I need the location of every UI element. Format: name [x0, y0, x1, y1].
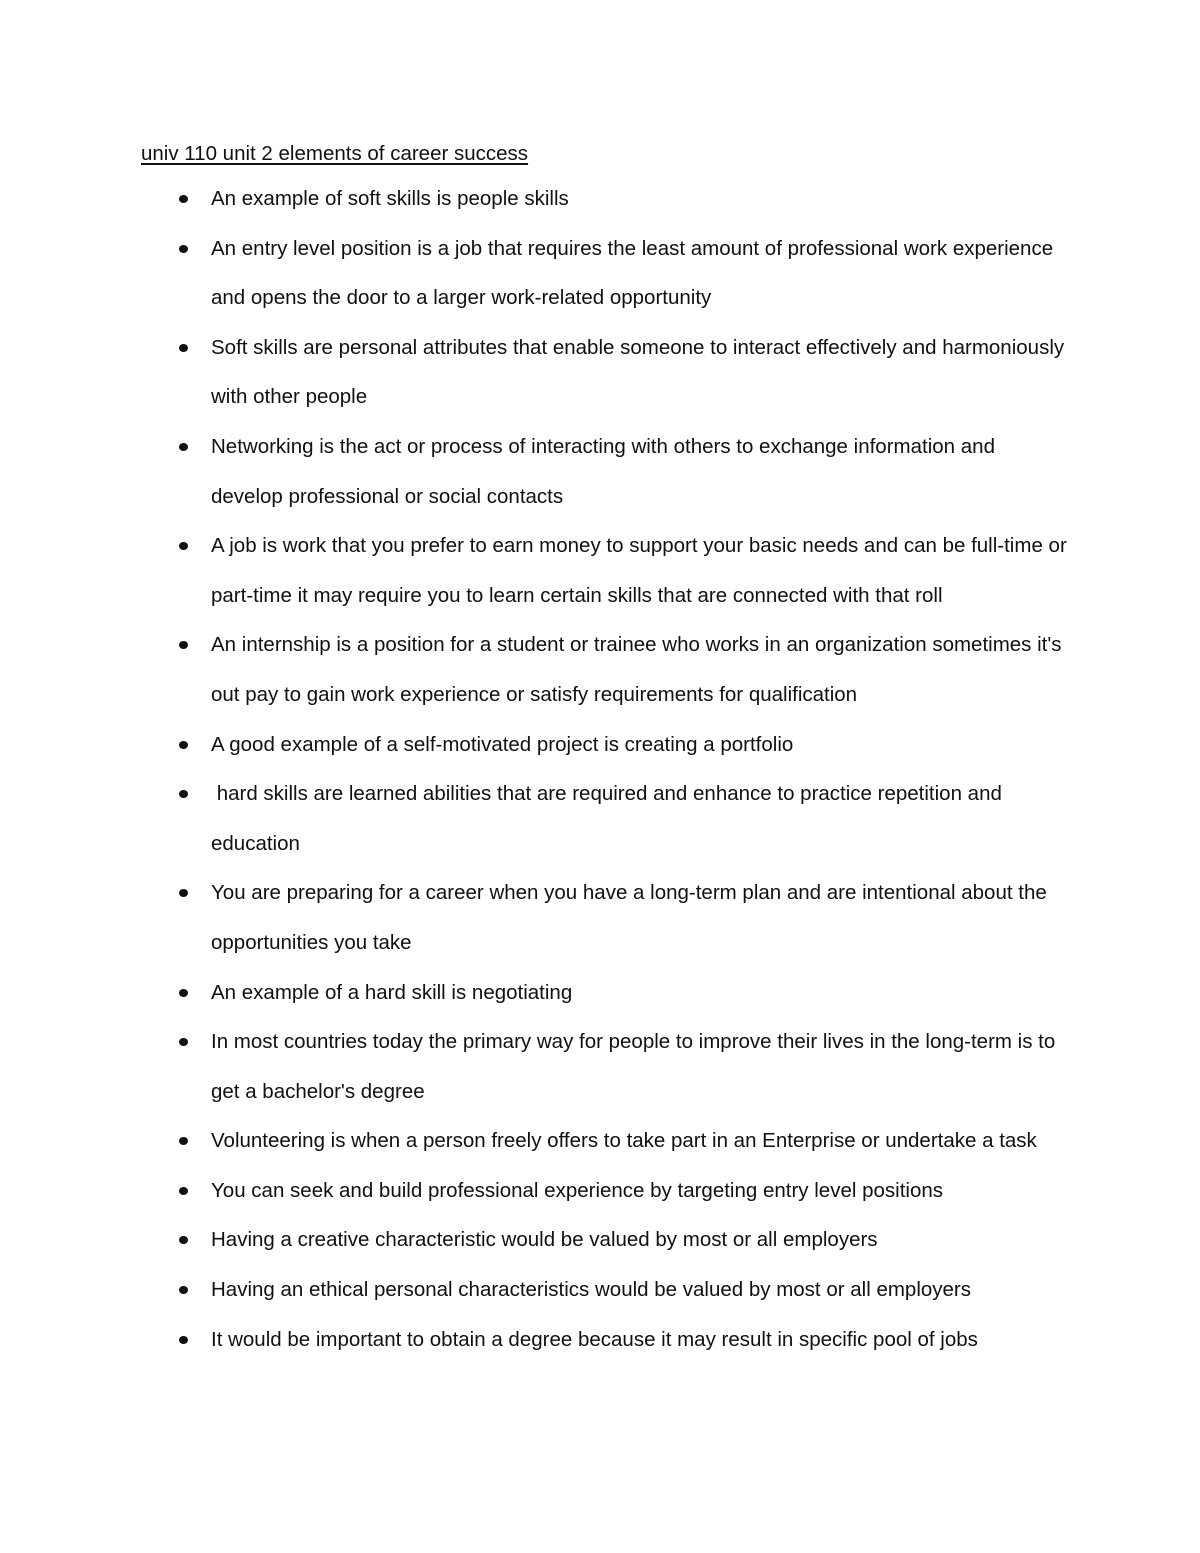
bullet-icon — [179, 1187, 188, 1195]
list-item-text: A good example of a self-motivated project is creating a portfolio — [211, 732, 794, 756]
list-item-text: hard skills are learned abilities that are required and enhance to practice repetition and education — [211, 782, 1002, 855]
bullet-icon — [179, 1137, 188, 1145]
document-title: univ 110 unit 2 elements of career success — [141, 142, 529, 165]
list-item — [0, 1265, 1071, 1315]
list-item-text: An entry level position is a job that requires the least amount of professional work experience and opens the door to a larger work-related opportunity — [211, 236, 1054, 310]
list-item-text: You can seek and build professional experience by targeting entry level positions — [211, 1178, 944, 1202]
list-item-text: You are preparing for a career when you have a long-term plan and are intentional about the opportunities you take — [211, 881, 1047, 954]
bullet-list — [0, 174, 1200, 1364]
bullet-icon — [179, 989, 188, 997]
list-item — [0, 769, 1071, 868]
list-item-text: An internship is a position for a student or trainee who works in an organization sometimes it's out pay to gain work experience or satisfy requirements for qualification — [211, 633, 1062, 706]
list-item-text: An example of soft skills is people skills — [211, 187, 569, 210]
bullet-icon — [179, 195, 188, 203]
bullet-icon — [179, 1236, 188, 1244]
bullet-icon — [179, 790, 188, 798]
bullet-icon — [179, 344, 188, 352]
list-item-text: Soft skills are personal attributes that enable someone to interact effectively and harmoniously with other people — [211, 335, 1065, 409]
list-item — [0, 1215, 1071, 1265]
list-item — [0, 968, 1071, 1018]
bullet-icon — [179, 443, 188, 451]
list-item — [0, 224, 1071, 323]
list-item — [0, 620, 1071, 719]
bullet-icon — [179, 1286, 188, 1294]
list-item — [0, 422, 1071, 521]
list-item — [0, 1116, 1071, 1166]
bullet-icon — [179, 641, 188, 649]
list-item — [0, 323, 1071, 422]
list-item-text: An example of a hard skill is negotiating — [211, 980, 573, 1004]
list-item-text: Having a creative characteristic would be valued by most or all employers — [211, 1228, 878, 1252]
list-item-text: Networking is the act or process of interacting with others to exchange information and develop professional or social contacts — [211, 434, 995, 508]
bullet-icon — [179, 1038, 188, 1046]
bullet-icon — [179, 245, 188, 253]
bullet-icon — [179, 542, 188, 550]
bullet-icon — [179, 741, 188, 749]
list-item — [0, 521, 1071, 620]
list-item-text: Having an ethical personal characteristics would be valued by most or all employers — [211, 1278, 972, 1302]
bullet-icon — [179, 889, 188, 897]
list-item-text: Volunteering is when a person freely offers to take part in an Enterprise or undertake a task — [211, 1129, 1037, 1153]
list-item — [0, 1315, 1071, 1365]
list-item — [0, 868, 1071, 967]
list-item-text: In most countries today the primary way for people to improve their lives in the long-term is to get a bachelor's degree — [211, 1030, 1056, 1103]
bullet-icon — [179, 1336, 188, 1344]
list-item-text: It would be important to obtain a degree because it may result in specific pool of jobs — [211, 1327, 978, 1351]
list-item — [0, 1017, 1071, 1116]
list-item-text: A job is work that you prefer to earn money to support your basic needs and can be full-time or part-time it may require you to learn certain skills that are connected with that roll — [211, 534, 1067, 607]
list-item — [0, 720, 1071, 770]
list-item — [0, 174, 1071, 224]
list-item — [0, 1166, 1071, 1216]
